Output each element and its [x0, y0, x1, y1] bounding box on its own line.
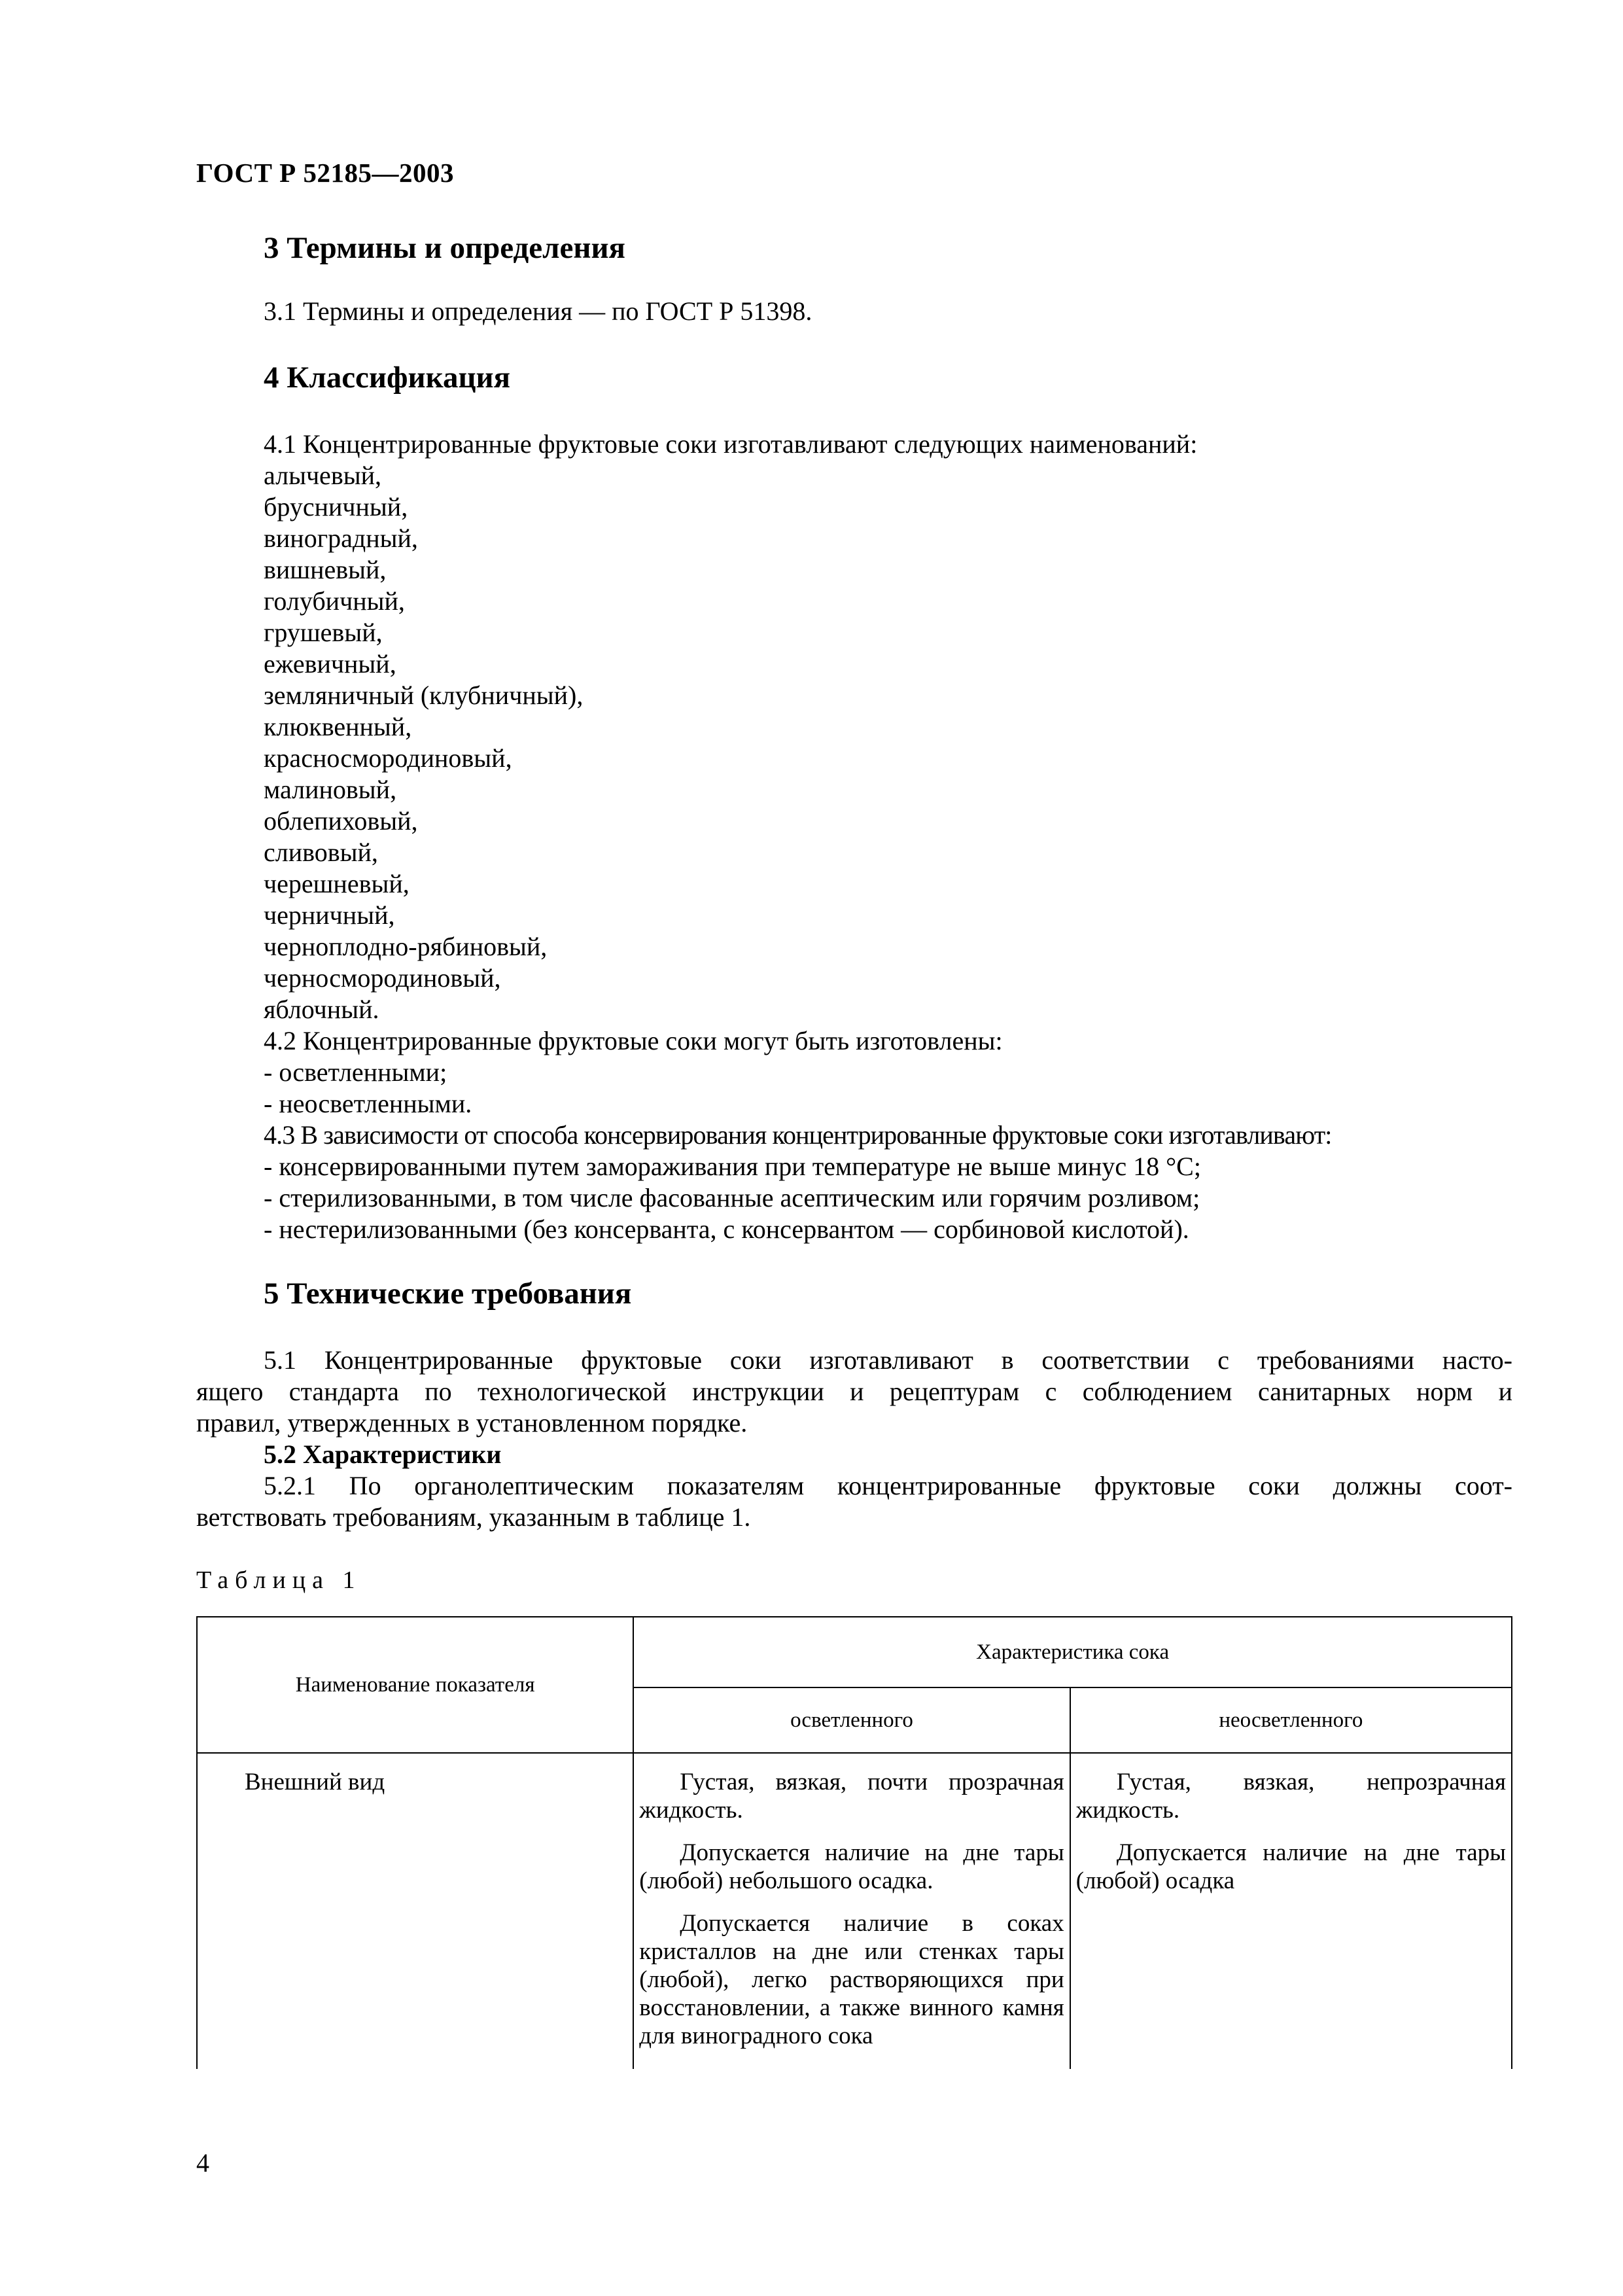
paragraph-5-1 [196, 1345, 1512, 1439]
list-item: яблочный. [264, 995, 379, 1024]
list-item: красносмородиновый, [264, 743, 512, 773]
paragraph-line: ящего стандарта по технологической инструкции и рецептурам с соблюдением санитарных норм и [196, 1377, 1512, 1406]
list-item: брусничный, [264, 492, 408, 521]
column-header-group: Характеристика сока [633, 1617, 1512, 1687]
subsection-5-2-title: 5.2 Характеристики [264, 1439, 502, 1469]
list-item: - консервированными путем замораживания при температуре не выше минус 18 °С; [264, 1152, 1201, 1181]
table-row [197, 1753, 1512, 2069]
list-item: сливовый, [264, 838, 378, 867]
column-header-indicator: Наименование показателя [197, 1617, 633, 1753]
juice-names-list [264, 460, 1520, 1245]
paragraph-line: правил, утвержденных в установленном порядке. [196, 1408, 748, 1438]
paragraph-line: 5.2.1 По органолептическим показателям концентрированные фруктовые соки должны соот- [264, 1471, 1512, 1500]
list-item: грушевый, [264, 618, 383, 647]
column-header-clarified: осветленного [633, 1687, 1070, 1753]
paragraph-3-1: 3.1 Термины и определения — по ГОСТ Р 51398. [264, 296, 812, 326]
cell-paragraph: Густая, вязкая, почти прозрачная жидкость. [639, 1769, 1064, 1824]
list-item: клюквенный, [264, 712, 412, 741]
list-item: голубичный, [264, 586, 405, 616]
section-5-title: 5 Технические требования [264, 1277, 632, 1311]
list-item: ежевичный, [264, 649, 396, 679]
section-4-title: 4 Классификация [264, 361, 511, 395]
page-number: 4 [196, 2148, 209, 2178]
paragraph-4-1: 4.1 Концентрированные фруктовые соки изготавливают следующих наименований: [264, 429, 1198, 459]
list-item: облепиховый, [264, 806, 418, 836]
table-1 [196, 1616, 1512, 2069]
paragraph-5-2-1 [196, 1470, 1512, 1533]
list-item: земляничный (клубничный), [264, 680, 584, 710]
list-item: - нестерилизованными (без консерванта, с консервантом — сорбиновой кислотой). [264, 1214, 1189, 1244]
cell-paragraph: Допускается наличие на дне тары (любой) небольшого осадка. [639, 1839, 1064, 1894]
list-item: черноплодно-рябиновый, [264, 932, 548, 961]
list-item: черничный, [264, 900, 395, 930]
paragraph-line: ветствовать требованиям, указанным в таблице 1. [196, 1502, 751, 1532]
list-item: виноградный, [264, 523, 418, 553]
table-cell-unclarified [1070, 1753, 1512, 2069]
table-caption: Таблица 1 [196, 1566, 362, 1594]
column-header-unclarified: неосветленного [1070, 1687, 1512, 1753]
paragraph-line: 5.1 Концентрированные фруктовые соки изготавливают в соответствии с требованиями насто- [264, 1345, 1512, 1375]
section-3-title: 3 Термины и определения [264, 231, 625, 265]
cell-paragraph: Допускается наличие на дне тары (любой) осадка [1075, 1839, 1506, 1894]
cell-paragraph: Допускается наличие в соках кристаллов на дне или стенках тары (любой), легко растворяющихся при восстановлении, а также винного камня для виноградного сока [639, 1910, 1064, 2049]
cell-paragraph: Густая, вязкая, непрозрачная жидкость. [1075, 1769, 1506, 1824]
document-code-header: ГОСТ Р 52185—2003 [196, 158, 454, 188]
paragraph-4-2: 4.2 Концентрированные фруктовые соки могут быть изготовлены: [264, 1026, 1003, 1055]
list-item: черешневый, [264, 869, 410, 898]
list-item: черносмородиновый, [264, 963, 501, 993]
list-item: малиновый, [264, 775, 397, 804]
list-item: - стерилизованными, в том числе фасованные асептическим или горячим розливом; [264, 1183, 1200, 1212]
paragraph-4-3: 4.3 В зависимости от способа консервирования концентрированные фруктовые соки изготавливают: [264, 1120, 1332, 1150]
list-item: вишневый, [264, 555, 387, 584]
table-cell-clarified [633, 1753, 1070, 2069]
list-item: - неосветленными. [264, 1089, 472, 1118]
list-item: алычевый, [264, 461, 381, 490]
table-cell-indicator [197, 1753, 633, 2069]
list-item: - осветленными; [264, 1057, 447, 1087]
indicator-text: Внешний вид [245, 1769, 385, 1795]
